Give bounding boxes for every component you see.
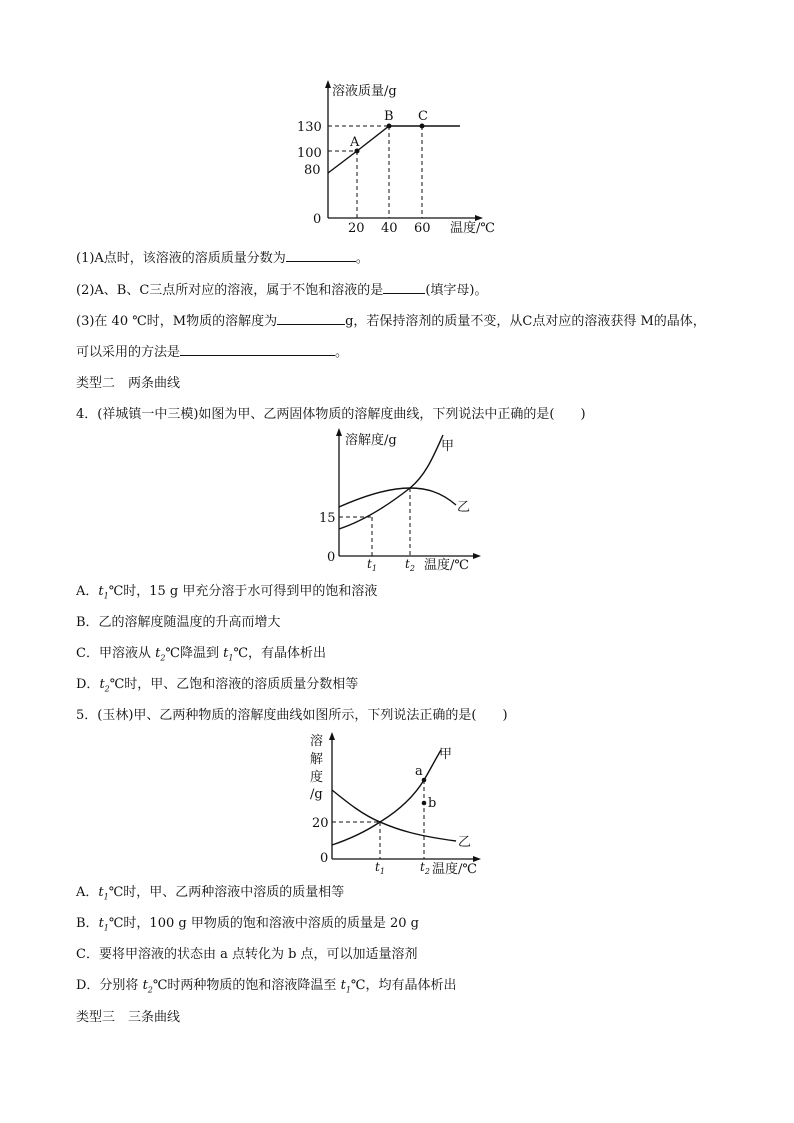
option-text: ℃时，100 g 甲物质的饱和溶液中溶质的质量是 20 g — [108, 916, 419, 931]
t2-symbol: $t_2$ — [99, 677, 110, 694]
q3-p3-end: 。 — [335, 345, 349, 360]
y-axis-label-4: /g — [310, 787, 323, 802]
option-letter: A． — [76, 584, 99, 599]
origin-label: 0 — [313, 212, 322, 227]
t1-symbol: $t_1$ — [98, 885, 109, 902]
x-tick-60: 60 — [414, 221, 431, 236]
q4-option-b[interactable]: B．乙的溶解度随温度的升高而增大 — [76, 615, 281, 630]
answer-blank[interactable] — [277, 312, 345, 325]
x-tick-20: 20 — [348, 221, 365, 236]
y-tick-20: 20 — [312, 816, 329, 831]
curve-jia — [339, 435, 443, 529]
q5-option-b[interactable] — [76, 915, 419, 938]
q3-p2-text: (2)A、B、C三点所对应的溶液，属于不饱和溶液的是 — [76, 283, 384, 298]
x-tick-t2: $t_2$ — [420, 860, 430, 876]
point-b — [422, 801, 427, 806]
origin-label: 0 — [327, 550, 336, 565]
x-axis-arrow — [473, 553, 481, 559]
option-text: ℃，有晶体析出 — [233, 646, 326, 661]
option-text: ℃时，15 g 甲充分溶于水可得到甲的饱和溶液 — [108, 584, 378, 599]
x-tick-t1: $t_1$ — [375, 860, 385, 876]
option-text: ℃，均有晶体析出 — [350, 978, 457, 993]
t2-symbol: $t_2$ — [142, 978, 153, 995]
x-axis-label: 温度/℃ — [450, 221, 495, 236]
point-c — [420, 124, 425, 129]
point-a-label: a — [415, 764, 423, 779]
chart-solution-mass — [297, 78, 510, 238]
q3-p3-text: (3)在 40 ℃时，M物质的溶解度为 — [76, 314, 278, 329]
option-letter: B． — [76, 916, 99, 931]
y-tick-80: 80 — [304, 163, 321, 178]
q4-option-d[interactable] — [76, 676, 358, 699]
y-axis-label-1: 溶 — [310, 734, 324, 749]
q3-p2-end: (填字母)。 — [425, 283, 488, 298]
option-text: C．甲溶液从 — [76, 646, 156, 661]
answer-blank[interactable] — [180, 343, 335, 356]
label-jia: 甲 — [441, 439, 455, 454]
y-axis-arrow — [336, 428, 342, 436]
q3-part-3-cont — [76, 343, 348, 362]
q5-stem: 5．(玉林)甲、乙两种物质的溶解度曲线如图所示，下列说法正确的是( ) — [76, 708, 508, 723]
option-text: ℃时，甲、乙饱和溶液的溶质质量分数相等 — [109, 677, 359, 692]
origin-label: 0 — [320, 851, 329, 866]
answer-blank[interactable] — [383, 281, 425, 294]
x-tick-t1: $t_1$ — [367, 557, 377, 573]
section-type-3: 类型三 三条曲线 — [76, 1010, 181, 1025]
point-a-label: A — [350, 135, 360, 150]
y-axis-label-3: 度 — [310, 770, 324, 785]
chart-solubility-q5 — [308, 728, 498, 878]
y-tick-100: 100 — [297, 146, 322, 161]
q5-option-d[interactable] — [76, 977, 456, 1000]
point-b-label: B — [384, 109, 394, 124]
y-axis-label: 溶液质量/g — [332, 84, 397, 99]
q5-option-c[interactable]: C．要将甲溶液的状态由 a 点转化为 b 点，可以加适量溶剂 — [76, 947, 418, 962]
y-tick-130: 130 — [297, 120, 322, 135]
curve-yi — [332, 790, 456, 841]
chart-solubility-two — [316, 425, 496, 580]
label-yi: 乙 — [457, 500, 471, 515]
t1-symbol: $t_1$ — [98, 916, 109, 933]
curve-jia — [332, 750, 441, 845]
t1-symbol: $t_1$ — [98, 584, 109, 601]
y-axis-label-2: 解 — [310, 752, 324, 767]
option-text: D．分别将 — [76, 978, 143, 993]
q4-option-a[interactable] — [76, 583, 377, 606]
option-letter: D． — [76, 677, 100, 692]
point-b-label: b — [428, 796, 437, 811]
label-jia: 甲 — [439, 747, 453, 762]
q4-option-c[interactable] — [76, 645, 326, 668]
y-tick-15: 15 — [319, 511, 336, 526]
point-c-label: C — [418, 109, 428, 124]
t1-symbol: $t_1$ — [223, 646, 234, 663]
q3-part-3 — [76, 312, 706, 331]
q3-part-1 — [76, 249, 369, 268]
option-text: ℃时两种物质的饱和溶液降温至 — [152, 978, 341, 993]
y-axis-label: 溶解度/g — [345, 433, 397, 448]
option-text: ℃时，甲、乙两种溶液中溶质的质量相等 — [108, 885, 345, 900]
t1-symbol: $t_1$ — [340, 978, 351, 995]
option-letter: A． — [76, 885, 99, 900]
q4-stem: 4．(祥城镇一中三模)如图为甲、乙两固体物质的溶解度曲线，下列说法中正确的是( ) — [76, 407, 586, 422]
y-axis-arrow — [325, 80, 331, 88]
q3-p3-text-2: g，若保持溶剂的质量不变，从C点对应的溶液获得 M的晶体， — [345, 314, 706, 329]
q5-option-a[interactable] — [76, 884, 344, 907]
x-tick-t2: $t_2$ — [405, 557, 415, 573]
option-text: ℃降温到 — [165, 646, 224, 661]
answer-blank[interactable] — [286, 249, 356, 262]
q3-p3-text-3: 可以采用的方法是 — [76, 345, 181, 360]
label-yi: 乙 — [458, 835, 472, 850]
x-axis-label: 温度/℃ — [432, 862, 477, 877]
q3-p1-text: (1)A点时，该溶液的溶质质量分数为 — [76, 251, 286, 266]
q3-p1-end: 。 — [355, 251, 369, 266]
x-tick-40: 40 — [381, 221, 398, 236]
mass-curve — [328, 126, 460, 173]
y-axis-arrow — [329, 732, 335, 740]
q3-part-2 — [76, 281, 487, 300]
x-axis-label: 温度/℃ — [424, 558, 469, 573]
point-b — [387, 124, 392, 129]
section-type-2: 类型二 两条曲线 — [76, 376, 181, 391]
t2-symbol: $t_2$ — [155, 646, 166, 663]
